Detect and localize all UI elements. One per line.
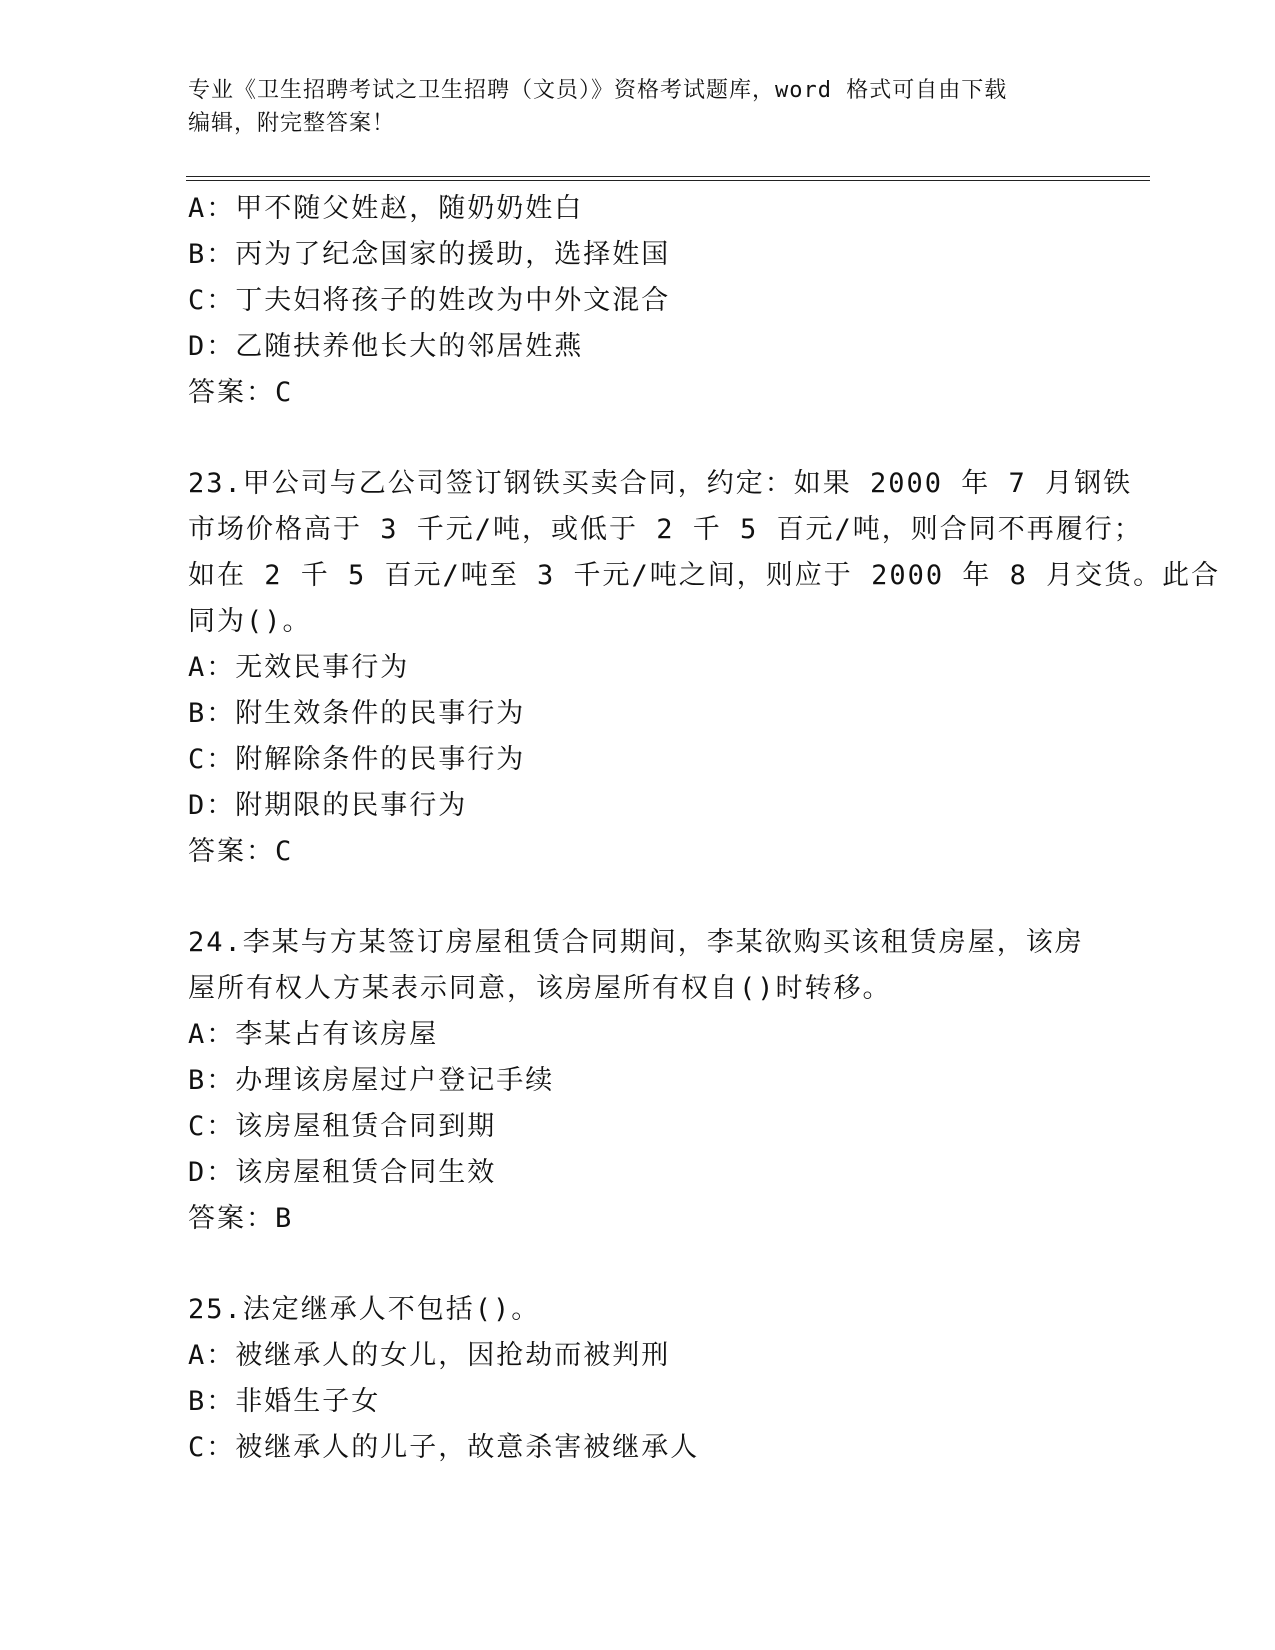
option-d: D：该房屋租赁合同生效: [188, 1157, 497, 1188]
question-24: [188, 920, 1088, 1242]
question-text-line: 同为()。: [188, 606, 312, 637]
option-b: B：附生效条件的民事行为: [188, 698, 526, 729]
option-b: B：丙为了纪念国家的援助，选择姓国: [188, 239, 671, 270]
question-text-line: 市场价格高于 3 千元/吨，或低于 2 千 5 百元/吨，则合同不再履行；: [188, 514, 1143, 545]
option-a: A：李某占有该房屋: [188, 1019, 439, 1050]
question-text-line: 24.李某与方某签订房屋租赁合同期间，李某欲购买该租赁房屋，该房: [188, 927, 1084, 958]
question-text-line: 如在 2 千 5 百元/吨至 3 千元/吨之间，则应于 2000 年 8 月交货。此合: [188, 560, 1221, 591]
header-line-2: 编辑，附完整答案！: [188, 111, 396, 136]
question-list: [188, 186, 1221, 1471]
question-25: [188, 1287, 1088, 1471]
header-line-1: 专业《卫生招聘考试之卫生招聘（文员）》资格考试题库，word 格式可自由下载: [188, 78, 1008, 103]
answer-line: 答案：C: [188, 377, 294, 408]
option-b: B：办理该房屋过户登记手续: [188, 1065, 555, 1096]
option-d: D：附期限的民事行为: [188, 790, 468, 821]
option-a: A：甲不随父姓赵，随奶奶姓白: [188, 193, 584, 224]
question-22: [188, 186, 1088, 416]
option-c: C：被继承人的儿子，故意杀害被继承人: [188, 1432, 700, 1463]
document-header: [188, 74, 1088, 140]
question-text-line: 屋所有权人方某表示同意，该房屋所有权自()时转移。: [188, 973, 892, 1004]
answer-line: 答案：B: [188, 1203, 294, 1234]
option-a: A：被继承人的女儿，因抢劫而被判刑: [188, 1340, 671, 1371]
option-b: B：非婚生子女: [188, 1386, 381, 1417]
option-c: C：该房屋租赁合同到期: [188, 1111, 497, 1142]
question-23: [188, 461, 1221, 875]
option-d: D：乙随扶养他长大的邻居姓燕: [188, 331, 584, 362]
answer-line: 答案：C: [188, 836, 294, 867]
question-text-line: 25.法定继承人不包括()。: [188, 1294, 541, 1325]
question-text-line: 23.甲公司与乙公司签订钢铁买卖合同，约定：如果 2000 年 7 月钢铁: [188, 468, 1133, 499]
option-c: C：丁夫妇将孩子的姓改为中外文混合: [188, 285, 671, 316]
header-rule-bottom: [186, 180, 1150, 181]
header-rule-top: [186, 176, 1150, 177]
option-a: A：无效民事行为: [188, 652, 410, 683]
option-c: C：附解除条件的民事行为: [188, 744, 526, 775]
